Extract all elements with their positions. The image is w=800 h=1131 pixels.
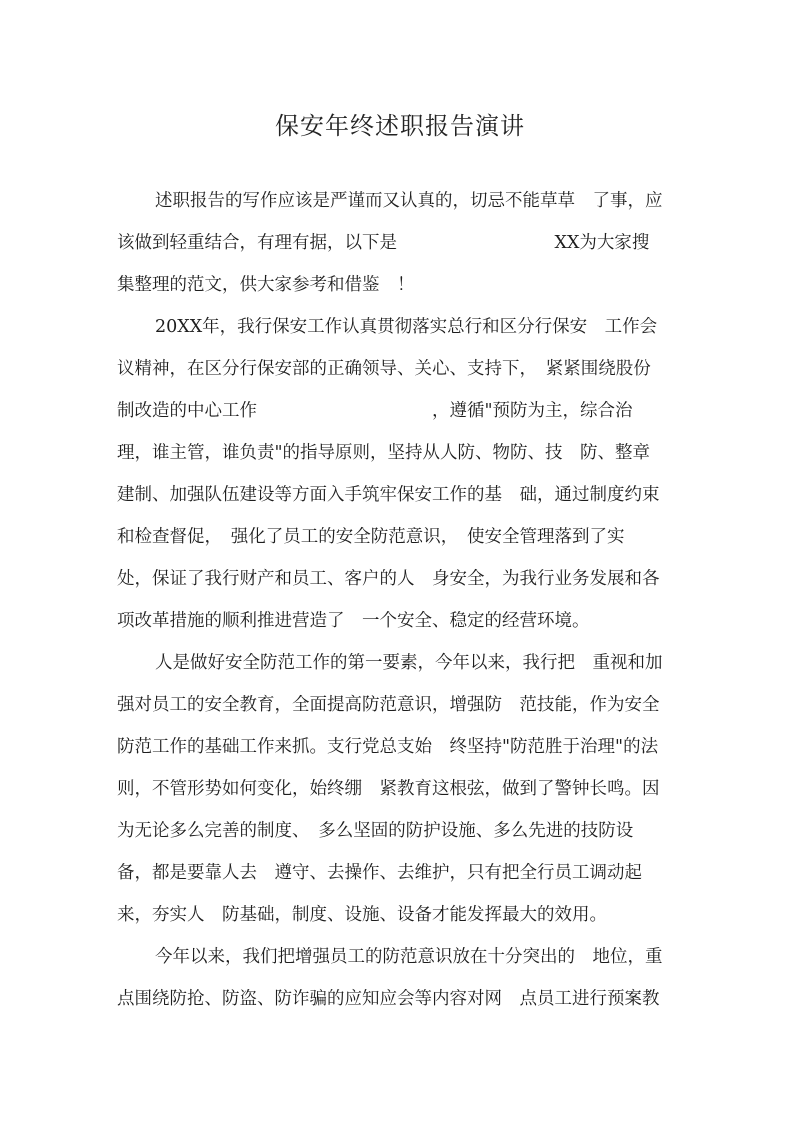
paragraph-line: 该做到轻重结合，有理有据，以下是 XX为大家搜	[117, 233, 650, 253]
paragraph-line: 点围绕防抢、防盗、防诈骗的应知应会等内容对网 点员工进行预案教	[117, 989, 660, 1009]
paragraph-line: 和检查督促， 强化了员工的安全防范意识， 使安全管理落到了实	[117, 527, 625, 547]
paragraph-line: 来，夯实人 防基础，制度、设施、设备才能发挥最大的效用。	[117, 905, 607, 925]
paragraph-line: 处，保证了我行财产和员工、客户的人 身安全，为我行业务发展和各	[117, 569, 660, 589]
paragraph-line: 则，不管形势如何变化，始终绷 紧教育这根弦，做到了警钟长鸣。因	[117, 779, 660, 799]
paragraph-line: 制改造的中心工作 ，遵循"预防为主，综合治	[117, 401, 633, 421]
paragraph-line: 今年以来，我们把增强员工的防范意识放在十分突出的 地位，重	[155, 947, 663, 967]
paragraph-line: 项改革措施的顺利推进营造了 一个安全、稳定的经营环境。	[117, 611, 590, 631]
paragraph-line: 备，都是要靠人去 遵守、去操作、去维护，只有把全行员工调动起	[117, 863, 642, 883]
paragraph-line: 建制、加强队伍建设等方面入手筑牢保安工作的基 础，通过制度约束	[117, 485, 660, 505]
paragraph-line: 防范工作的基础工作来抓。支行党总支始 终坚持"防范胜于治理"的法	[117, 737, 659, 757]
paragraph-line: 20XX年，我行保安工作认真贯彻落实总行和区分行保安 工作会	[155, 317, 658, 337]
document-title: 保安年终述职报告演讲	[275, 112, 525, 140]
paragraph-line: 理，谁主管，谁负责"的指导原则，坚持从人防、物防、技 防、整章	[117, 443, 651, 463]
paragraph-line: 为无论多么完善的制度、 多么坚固的防护设施、多么先进的技防设	[117, 821, 634, 841]
paragraph-line: 述职报告的写作应该是严谨而又认真的，切忌不能草草 了事，应	[155, 191, 663, 211]
paragraph-line: 集整理的范文，供大家参考和借鉴 ！	[117, 275, 415, 295]
paragraph-line: 议精神，在区分行保安部的正确领导、关心、支持下， 紧紧围绕股份	[117, 359, 651, 379]
paragraph-line: 人是做好安全防范工作的第一要素，今年以来，我行把 重视和加	[155, 653, 663, 673]
paragraph-line: 强对员工的安全教育，全面提高防范意识，增强防 范技能，作为安全	[117, 695, 660, 715]
